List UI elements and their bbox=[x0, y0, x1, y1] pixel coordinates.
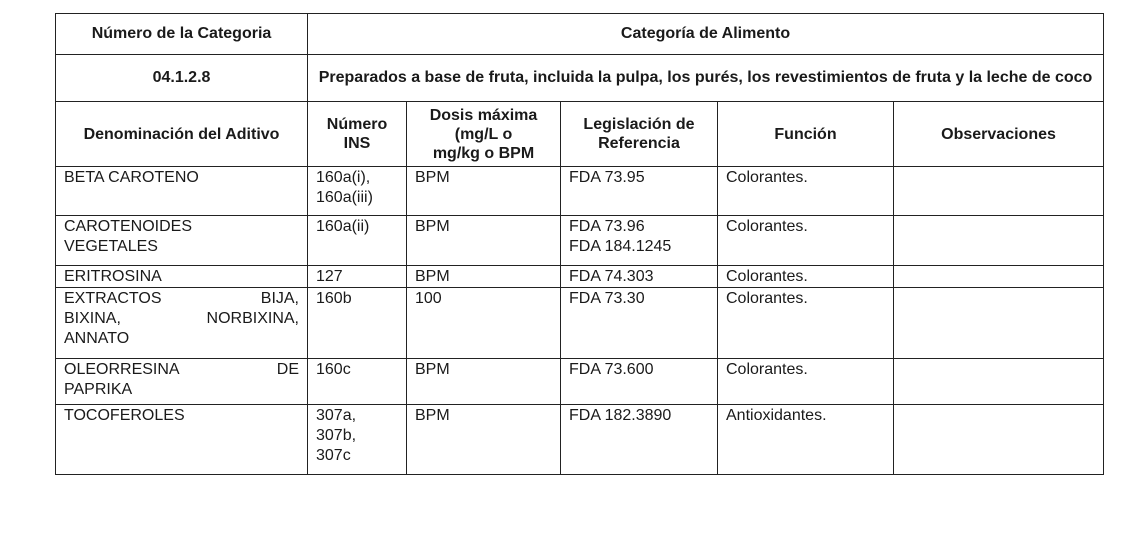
word: EXTRACTOS bbox=[64, 290, 162, 307]
max-dose-cell: BPM bbox=[407, 167, 561, 216]
observations-cell bbox=[894, 167, 1104, 216]
max-dose-cell: BPM bbox=[407, 405, 561, 475]
col-header-ins-line2: INS bbox=[343, 135, 371, 152]
legislation-cell bbox=[561, 288, 718, 359]
col-header-legislation-line2: Referencia bbox=[598, 135, 680, 152]
additive-name-cell bbox=[56, 405, 308, 475]
legislation-cell bbox=[561, 405, 718, 475]
col-header-ins-line1: Número bbox=[326, 116, 388, 133]
col-header-legislation-line1: Legislación de bbox=[583, 116, 695, 133]
col-header-legislation bbox=[561, 102, 718, 167]
legislation-cell bbox=[561, 359, 718, 405]
observations-cell bbox=[894, 288, 1104, 359]
function-cell: Colorantes. bbox=[718, 216, 894, 266]
legislation-cell-line: FDA 182.3890 bbox=[569, 407, 672, 424]
legislation-cell-line: FDA 74.303 bbox=[569, 268, 654, 285]
additive-name-cell-line bbox=[64, 309, 299, 329]
additive-name-cell-line bbox=[64, 217, 299, 237]
legislation-cell-line: FDA 73.95 bbox=[569, 169, 645, 186]
ins-number-cell-line: 160a(iii) bbox=[316, 189, 373, 206]
additive-name-cell bbox=[56, 359, 308, 405]
additive-name-cell-line bbox=[64, 360, 299, 380]
ins-number-cell-line: 307a, bbox=[316, 407, 357, 424]
word: BIJA, bbox=[260, 290, 299, 307]
ins-number-cell-line: 160c bbox=[316, 361, 351, 378]
function-cell: Antioxidantes. bbox=[718, 405, 894, 475]
additive-name-cell bbox=[56, 266, 308, 288]
function-cell: Colorantes. bbox=[718, 288, 894, 359]
word: CAROTENOIDES bbox=[64, 218, 193, 235]
ins-number-cell-line: 307c bbox=[316, 447, 351, 464]
ins-number-cell bbox=[308, 216, 407, 266]
additives-table bbox=[55, 13, 1104, 475]
additive-name-cell-line bbox=[64, 289, 299, 309]
col-header-dose-line2: (mg/L o bbox=[454, 125, 513, 143]
ins-number-cell bbox=[308, 405, 407, 475]
observations-cell bbox=[894, 266, 1104, 288]
ins-number-cell-line: 160b bbox=[316, 290, 352, 307]
max-dose-cell: BPM bbox=[407, 359, 561, 405]
category-number-label: Número de la Categoria bbox=[56, 14, 308, 55]
col-header-additive-name: Denominación del Aditivo bbox=[56, 102, 308, 167]
ins-number-cell bbox=[308, 167, 407, 216]
observations-cell bbox=[894, 216, 1104, 266]
title-row bbox=[56, 14, 1104, 55]
table-row bbox=[56, 405, 1104, 475]
additive-name-cell-line: ERITROSINA bbox=[64, 268, 162, 285]
ins-number-cell-line: 160a(i), bbox=[316, 169, 371, 186]
additive-name-cell bbox=[56, 288, 308, 359]
legislation-cell-line: FDA 73.96 bbox=[569, 218, 645, 235]
ins-number-cell-line: 307b, bbox=[316, 427, 357, 444]
category-row bbox=[56, 55, 1104, 102]
additive-name-cell-line: ANNATO bbox=[64, 330, 130, 347]
word: NORBIXINA, bbox=[206, 310, 299, 327]
additive-name-cell bbox=[56, 216, 308, 266]
table-row bbox=[56, 359, 1104, 405]
word: BIXINA, bbox=[64, 310, 121, 327]
word: DE bbox=[276, 361, 299, 378]
col-header-observations: Observaciones bbox=[894, 102, 1104, 167]
category-description: Preparados a base de fruta, incluida la pulpa, los purés, los revestimientos de fruta y la leche de coco bbox=[308, 55, 1104, 102]
table-row bbox=[56, 167, 1104, 216]
legislation-cell-line: FDA 73.600 bbox=[569, 361, 654, 378]
column-header-row bbox=[56, 102, 1104, 167]
legislation-cell-line: FDA 73.30 bbox=[569, 290, 645, 307]
legislation-cell bbox=[561, 216, 718, 266]
table-row bbox=[56, 216, 1104, 266]
col-header-function: Función bbox=[718, 102, 894, 167]
legislation-cell bbox=[561, 266, 718, 288]
function-cell: Colorantes. bbox=[718, 167, 894, 216]
additive-name-cell-line: BETA CAROTENO bbox=[64, 169, 199, 186]
col-header-ins-number bbox=[308, 102, 407, 167]
col-header-max-dose bbox=[407, 102, 561, 167]
ins-number-cell-line: 160a(ii) bbox=[316, 218, 370, 235]
observations-cell bbox=[894, 359, 1104, 405]
legislation-cell bbox=[561, 167, 718, 216]
function-cell: Colorantes. bbox=[718, 266, 894, 288]
observations-cell bbox=[894, 405, 1104, 475]
table-row bbox=[56, 266, 1104, 288]
ins-number-cell bbox=[308, 288, 407, 359]
ins-number-cell bbox=[308, 359, 407, 405]
ins-number-cell bbox=[308, 266, 407, 288]
max-dose-cell: 100 bbox=[407, 288, 561, 359]
additive-name-cell-line: VEGETALES bbox=[64, 238, 158, 255]
max-dose-cell: BPM bbox=[407, 216, 561, 266]
additive-name-cell-line: PAPRIKA bbox=[64, 381, 133, 398]
data-rows bbox=[56, 167, 1104, 475]
food-category-label: Categoría de Alimento bbox=[308, 14, 1104, 55]
category-number: 04.1.2.8 bbox=[56, 55, 308, 102]
additive-name-cell bbox=[56, 167, 308, 216]
word: OLEORRESINA bbox=[64, 361, 180, 378]
ins-number-cell-line: 127 bbox=[316, 268, 343, 285]
legislation-cell-line: FDA 184.1245 bbox=[569, 238, 672, 255]
table-row bbox=[56, 288, 1104, 359]
function-cell: Colorantes. bbox=[718, 359, 894, 405]
col-header-dose-line1: Dosis máxima bbox=[429, 106, 538, 124]
max-dose-cell: BPM bbox=[407, 266, 561, 288]
additive-name-cell-line: TOCOFEROLES bbox=[64, 407, 185, 424]
col-header-dose-line3: mg/kg o BPM bbox=[432, 144, 535, 162]
